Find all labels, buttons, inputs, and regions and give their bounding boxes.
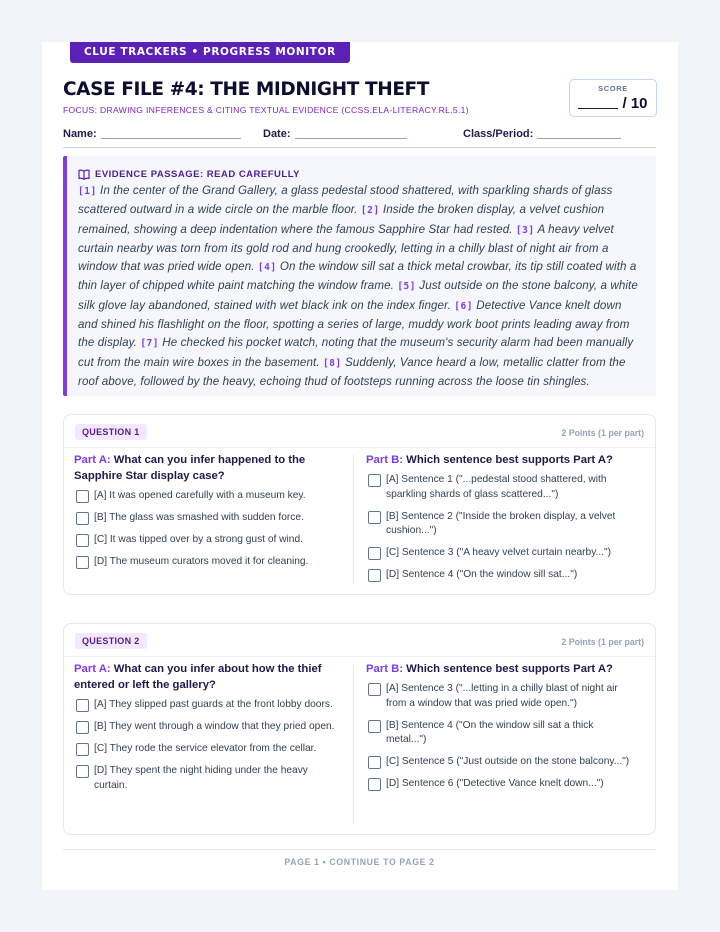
part-label: Part B:: [366, 454, 404, 466]
answer-option-text: [C] Sentence 5 ("Just outside on the stone balcony..."): [386, 756, 630, 767]
answer-checkbox[interactable]: [368, 511, 381, 524]
sentence-marker: [5]: [397, 281, 416, 293]
evidence-passage: [63, 156, 656, 396]
name-blank[interactable]: [101, 138, 241, 139]
focus-standard: FOCUS: DRAWING INFERENCES & CITING TEXTUAL EVIDENCE (CCSS.ELA-LITERACY.RL.5.1): [63, 105, 469, 115]
class-label: Class/Period:: [463, 128, 534, 140]
passage-text: [78, 182, 644, 391]
answer-option[interactable]: [74, 511, 344, 526]
sentence-text: Detective Vance knelt down and shined his flashlight on the floor, spotting a series of large, muddy work boot prints leading away from the display.: [78, 298, 630, 350]
question-prompt: [74, 661, 344, 693]
sentence-text: A heavy velvet curtain nearby was torn from its gold rod and hung crookedly, letting in a chilly blast of night air from a window that was pried wide open.: [78, 222, 614, 274]
sentence-marker: [3]: [515, 224, 535, 236]
answer-option[interactable]: [366, 568, 636, 583]
answer-checkbox[interactable]: [368, 778, 381, 791]
class-blank[interactable]: [537, 138, 621, 139]
sentence-text: Inside the broken display, a velvet cushion remained, showing a deep indentation where the famous Sapphire Star had rested.: [78, 203, 605, 236]
column-divider: [353, 455, 354, 584]
answer-option[interactable]: [366, 473, 636, 502]
answer-option-text: [B] Sentence 2 ("Inside the broken display, a velvet cushion..."): [386, 510, 616, 536]
sentence-marker: [4]: [257, 262, 277, 274]
score-total: / 10: [622, 95, 648, 112]
score-box: [569, 79, 657, 117]
answer-option[interactable]: [366, 546, 636, 561]
answer-checkbox[interactable]: [368, 474, 381, 487]
sentence-marker: [8]: [322, 357, 342, 369]
part-b-column: [366, 661, 636, 799]
sentence-marker: [2]: [360, 205, 380, 217]
prompt-text: What can you infer about how the thief entered or left the gallery?: [74, 663, 322, 691]
question-badge: QUESTION 1: [75, 424, 147, 440]
part-a-column: [74, 452, 344, 577]
answer-option[interactable]: [366, 777, 636, 792]
student-info-row: [63, 128, 656, 148]
answer-option[interactable]: [74, 720, 344, 735]
answer-option-text: [A] Sentence 1 ("...pedestal stood shattered, with sparkling shards of glass scattered..."): [386, 474, 607, 500]
answer-option-text: [C] It was tipped over by a strong gust of wind.: [94, 534, 303, 545]
question-points: 2 Points (1 per part): [561, 637, 644, 647]
answer-checkbox[interactable]: [76, 699, 89, 712]
answer-option[interactable]: [74, 533, 344, 548]
page-title: CASE FILE #4: THE MIDNIGHT THEFT: [63, 79, 430, 100]
score-blank[interactable]: [578, 108, 618, 109]
answer-checkbox[interactable]: [368, 720, 381, 733]
prompt-text: Which sentence best supports Part A?: [403, 663, 613, 675]
passage-heading: [78, 166, 644, 182]
part-label: Part B:: [366, 663, 404, 675]
answer-option-text: [B] The glass was smashed with sudden force.: [94, 512, 304, 523]
answer-option-text: [A] It was opened carefully with a museum key.: [94, 490, 306, 501]
sentence-text: On the window sill sat a thick metal crowbar, its tip still coated with a thin layer of chipped white paint matching the window frame.: [78, 260, 637, 293]
answer-option-text: [D] Sentence 6 ("Detective Vance knelt down..."): [386, 778, 604, 789]
answer-checkbox[interactable]: [76, 490, 89, 503]
answer-option-text: [B] Sentence 4 ("On the window sill sat a thick metal..."): [386, 719, 594, 745]
answer-checkbox[interactable]: [76, 721, 89, 734]
answer-option[interactable]: [74, 698, 344, 713]
answer-checkbox[interactable]: [76, 534, 89, 547]
answer-checkbox[interactable]: [368, 569, 381, 582]
sentence-text: Just outside on the stone balcony, a white silk glove lay abandoned, stained with wet black ink on the index finger.: [78, 279, 638, 312]
part-b-column: [366, 452, 636, 590]
answer-checkbox[interactable]: [368, 756, 381, 769]
name-label: Name:: [63, 128, 97, 140]
score-value: [570, 95, 656, 112]
answer-checkbox[interactable]: [76, 556, 89, 569]
book-open-icon: [78, 169, 90, 180]
answer-option-text: [C] Sentence 3 ("A heavy velvet curtain nearby..."): [386, 547, 612, 558]
date-field: [263, 128, 407, 140]
worksheet-page: [42, 42, 678, 890]
answer-checkbox[interactable]: [368, 683, 381, 696]
score-label: SCORE: [598, 84, 628, 93]
part-label: Part A:: [74, 663, 111, 675]
sentence-marker: [6]: [454, 300, 473, 312]
passage-heading-text: EVIDENCE PASSAGE: READ CAREFULLY: [95, 168, 300, 180]
program-banner: CLUE TRACKERS • PROGRESS MONITOR: [70, 42, 350, 63]
question-header-divider: [64, 447, 655, 448]
question-header-divider: [64, 656, 655, 657]
answer-option-text: [D] Sentence 4 ("On the window sill sat..."): [386, 569, 578, 580]
answer-option[interactable]: [74, 764, 344, 793]
column-divider: [353, 664, 354, 824]
answer-option[interactable]: [74, 742, 344, 757]
answer-option-text: [C] They rode the service elevator from the cellar.: [94, 743, 317, 754]
sentence-text: Suddenly, Vance heard a low, metallic clatter from the roof above, followed by the heavy, echoing thud of footsteps running across the loose tin shingles.: [78, 355, 626, 388]
question-prompt: [74, 452, 344, 484]
question-1-card: [63, 414, 656, 595]
class-field: [463, 128, 621, 140]
answer-option[interactable]: [366, 510, 636, 539]
part-label: Part A:: [74, 454, 111, 466]
answer-checkbox[interactable]: [76, 512, 89, 525]
answer-option[interactable]: [74, 489, 344, 504]
part-a-column: [74, 661, 344, 801]
question-badge: QUESTION 2: [75, 633, 147, 649]
answer-option-text: [B] They went through a window that they pried open.: [94, 721, 335, 732]
sentence-marker: [7]: [140, 338, 159, 350]
prompt-text: What can you infer happened to the Sapphire Star display case?: [74, 454, 306, 482]
answer-checkbox[interactable]: [76, 743, 89, 756]
answer-option-text: [D] They spent the night hiding under the heavy curtain.: [94, 765, 308, 791]
sentence-marker: [1]: [78, 186, 97, 197]
name-field: [63, 128, 241, 140]
answer-option-text: [A] They slipped past guards at the front lobby doors.: [94, 699, 333, 710]
sentence-text: He checked his pocket watch, noting that the museum's security alarm had been manually cut from the main wire boxes in the basement.: [78, 336, 634, 369]
answer-option[interactable]: [366, 682, 636, 711]
date-label: Date:: [263, 128, 291, 140]
prompt-text: Which sentence best supports Part A?: [403, 454, 613, 466]
answer-option-text: [D] The museum curators moved it for cleaning.: [94, 556, 309, 567]
page-footer: PAGE 1 • CONTINUE TO PAGE 2: [63, 849, 656, 867]
question-points: 2 Points (1 per part): [561, 428, 644, 438]
question-prompt: [366, 661, 636, 677]
answer-checkbox[interactable]: [368, 547, 381, 560]
question-2-card: [63, 623, 656, 835]
answer-option[interactable]: [74, 555, 344, 570]
sentence-text: In the center of the Grand Gallery, a glass pedestal stood shattered, with sparkling shards of glass scattered outward in a wide circle on the marble floor.: [78, 184, 613, 217]
question-prompt: [366, 452, 636, 468]
answer-checkbox[interactable]: [76, 765, 89, 778]
date-blank[interactable]: [295, 138, 407, 139]
answer-option[interactable]: [366, 755, 636, 770]
answer-option-text: [A] Sentence 3 ("...letting in a chilly blast of night air from a window that was pried wide open."): [386, 683, 618, 709]
answer-option[interactable]: [366, 719, 636, 748]
